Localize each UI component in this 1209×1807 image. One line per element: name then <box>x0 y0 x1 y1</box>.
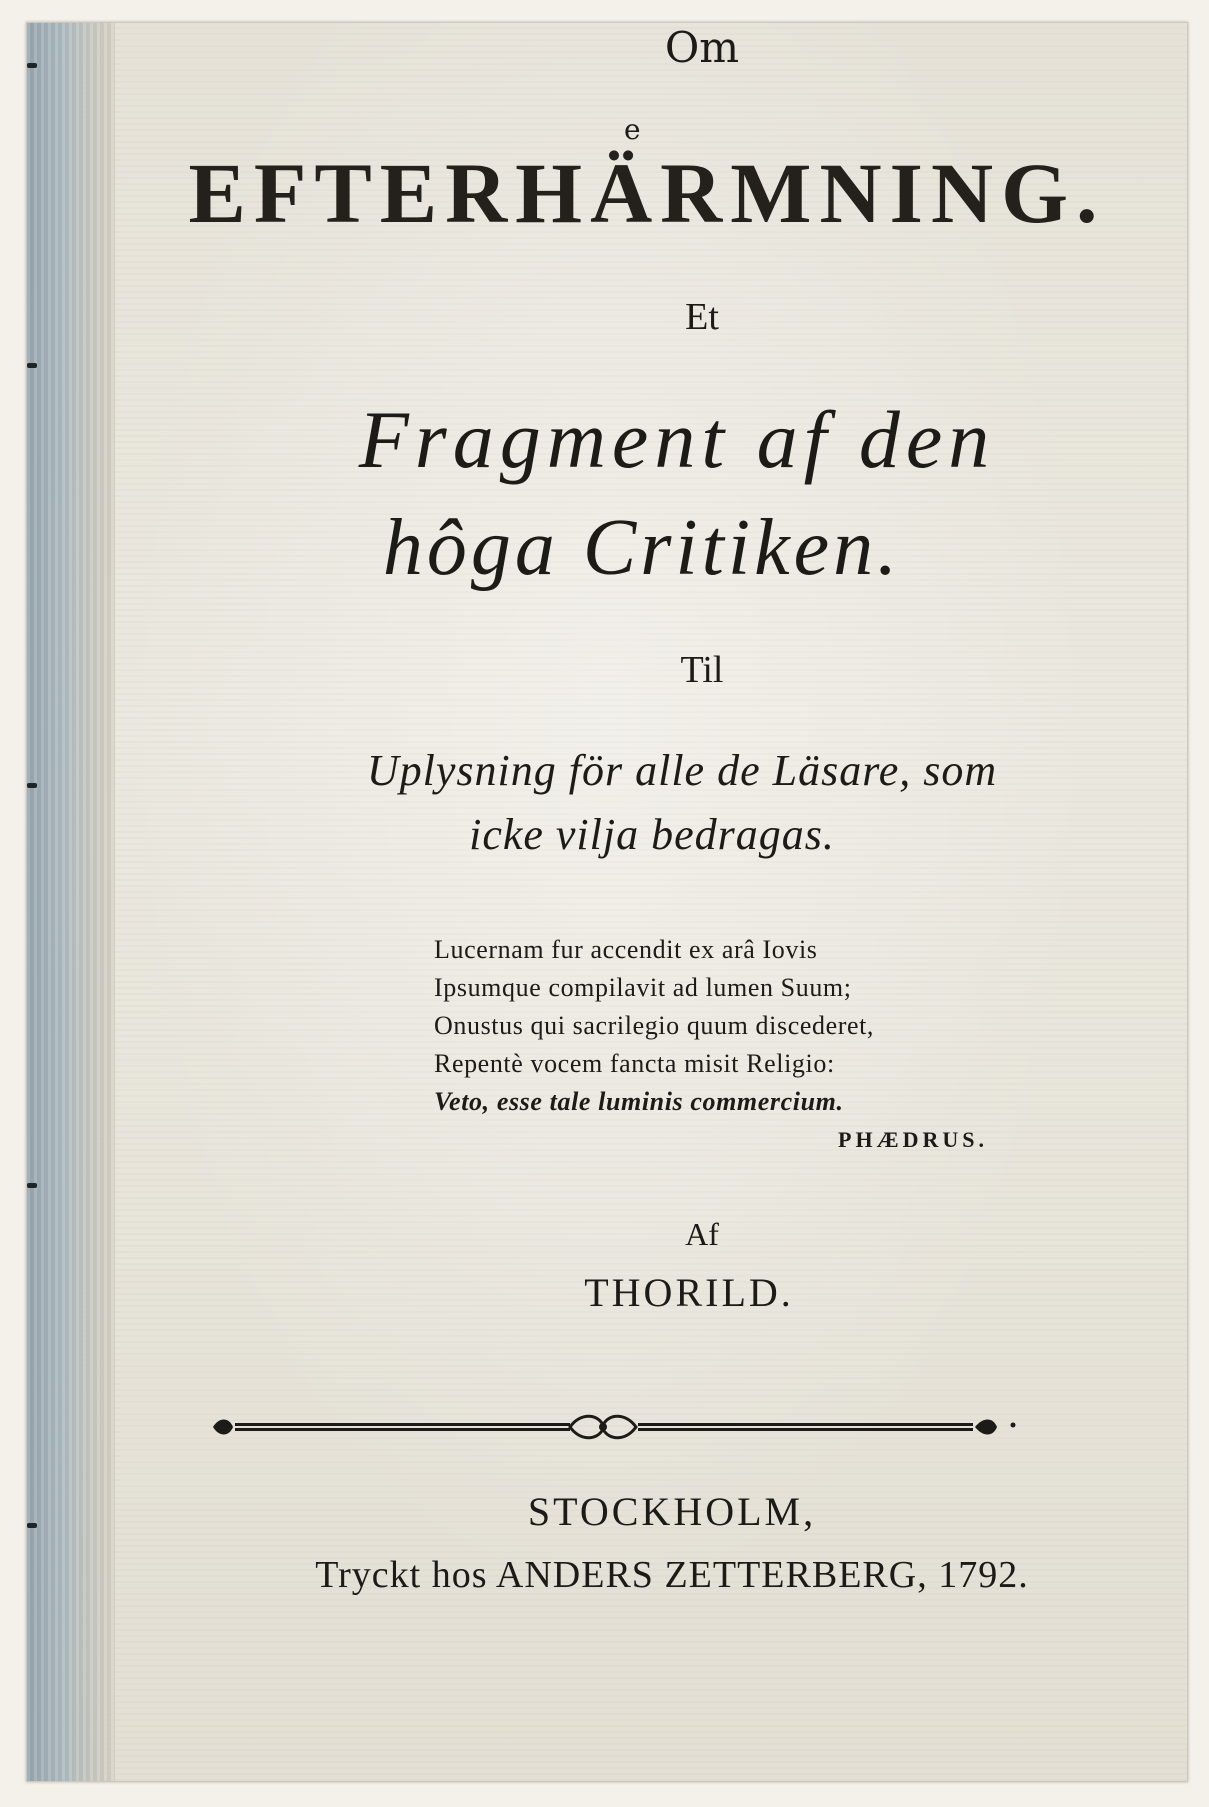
author-name: THORILD. <box>584 1270 794 1315</box>
preposition-om: Om <box>664 23 740 72</box>
decorative-rule-ornament <box>205 1407 1025 1447</box>
subtitle-fragment-line-2: hôga Critiken. <box>382 504 902 592</box>
subtitle-fragment-line-1: Fragment af den <box>358 394 996 485</box>
conjunction-et: Et <box>685 296 719 338</box>
title-page-content <box>27 23 1187 1781</box>
purpose-line-2: icke vilja bedragas. <box>469 810 835 859</box>
purpose-line-1: Uplysning för alle de Läsare, som <box>366 746 998 795</box>
preposition-af: Af <box>685 1216 719 1252</box>
book-title-page <box>26 22 1188 1782</box>
epigraph-line: Lucernam fur accendit ex arâ Iovis <box>434 935 818 964</box>
epigraph-line: Veto, esse tale luminis commercium. <box>434 1087 844 1116</box>
epigraph-attribution: PHÆDRUS. <box>838 1127 988 1152</box>
latin-epigraph <box>434 931 1024 1159</box>
epigraph-line: Repentè vocem fancta misit Religio: <box>434 1049 835 1078</box>
epigraph-line: Ipsumque compilavit ad lumen Suum; <box>434 973 852 1002</box>
epigraph-line: Onustus qui sacrilegio quum discederet, <box>434 1011 875 1040</box>
title-diacritic: e <box>624 113 641 146</box>
imprint-city: STOCKHOLM, <box>527 1489 817 1534</box>
preposition-til: Til <box>680 649 724 691</box>
main-title: EFTERHÄRMNING. <box>188 145 1106 241</box>
imprint-printer-year: Tryckt hos ANDERS ZETTERBERG, 1792. <box>315 1554 1029 1596</box>
